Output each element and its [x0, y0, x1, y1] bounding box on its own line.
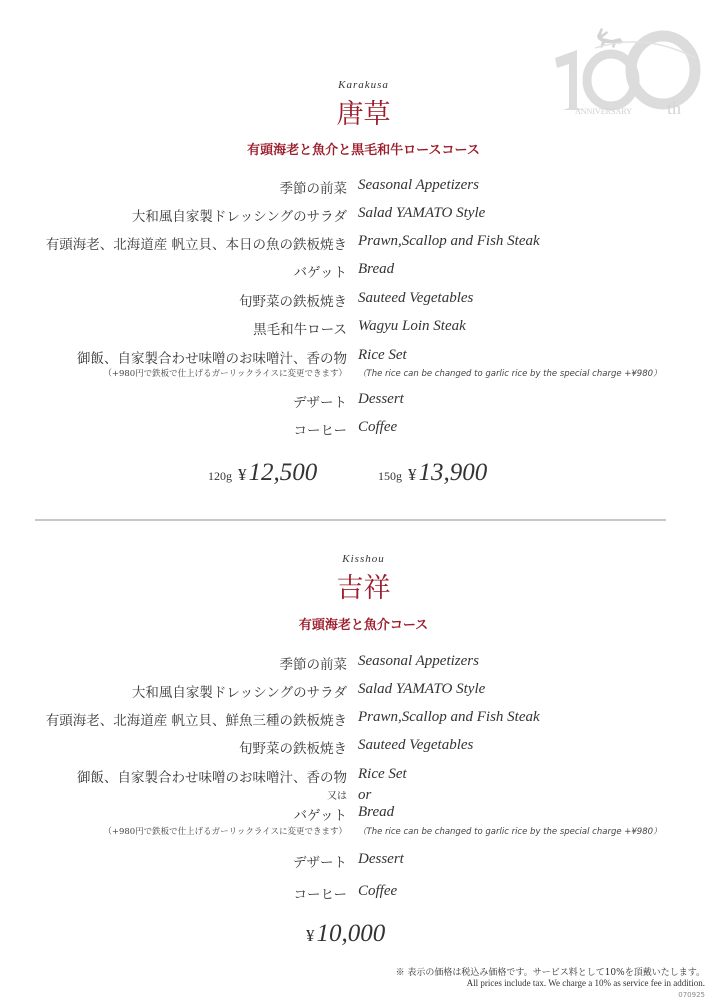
- menu-item-jp: 季節の前菜: [279, 181, 347, 197]
- course-subtitle: 有頭海老と魚介コース: [298, 618, 429, 633]
- menu-item-en: Bread: [358, 261, 395, 277]
- document-code: 070925: [678, 991, 705, 999]
- menu-item-jp: 大和風自家製ドレッシングのサラダ: [131, 685, 347, 701]
- menu-item-jp: 御飯、自家製合わせ味噌のお味噌汁、香の物: [77, 351, 347, 367]
- section-divider: [35, 519, 666, 521]
- menu-item-en: Seasonal Appetizers: [358, 177, 479, 193]
- menu-item-en: Prawn,Scallop and Fish Steak: [358, 233, 540, 249]
- menu-item-jp: 有頭海老、北海道産 帆立貝、鮮魚三種の鉄板焼き: [45, 713, 347, 729]
- price-option: [378, 459, 487, 487]
- menu-item-en: Coffee: [358, 883, 398, 899]
- menu-item-en: Bread: [358, 804, 395, 820]
- course-title: 吉祥: [336, 573, 391, 604]
- course-subtitle: 有頭海老と魚介と黒毛和牛ロースコース: [247, 143, 480, 158]
- price-currency: ¥: [408, 465, 417, 484]
- rice-note-en: （The rice can be changed to garlic rice by the special charge +¥980）: [358, 827, 662, 837]
- tax-note-jp: ※ 表示の価格は税込み価格です。サービス料として10%を頂戴いたします。: [395, 968, 705, 978]
- price-option: [208, 459, 317, 487]
- rice-note-jp: （+980円で鉄板で仕上げるガーリックライスに変更できます）: [103, 369, 347, 379]
- menu-item-en: Dessert: [358, 391, 404, 407]
- course-romaji: Karakusa: [338, 79, 389, 91]
- price-amount: 12,500: [248, 459, 318, 486]
- tax-note-en: All prices include tax. We charge a 10% as service fee in addition.: [466, 978, 705, 988]
- anniversary-suffix: th: [667, 98, 682, 118]
- menu-item-jp: 季節の前菜: [279, 657, 347, 673]
- menu-item-jp: 旬野菜の鉄板焼き: [239, 741, 347, 757]
- menu-item-jp: 旬野菜の鉄板焼き: [239, 294, 347, 310]
- menu-item-jp: 黒毛和牛ロース: [253, 322, 347, 338]
- menu-item-jp: コーヒー: [293, 423, 347, 439]
- menu-item-jp: デザート: [293, 855, 347, 871]
- price-currency: ¥: [238, 465, 247, 484]
- price-amount: 10,000: [316, 920, 386, 947]
- menu-item-en: Prawn,Scallop and Fish Steak: [358, 709, 540, 725]
- price-grams: 120g: [208, 469, 232, 483]
- menu-item-en: Rice Set: [358, 347, 407, 363]
- menu-item-jp: バゲット: [293, 808, 347, 824]
- course-title: 唐草: [336, 99, 391, 130]
- or-en: or: [358, 787, 372, 803]
- price-option: [306, 920, 385, 948]
- price-grams: 150g: [378, 469, 402, 483]
- menu-item-en: Sauteed Vegetables: [358, 737, 474, 753]
- menu-item-en: Sauteed Vegetables: [358, 290, 474, 306]
- menu-item-en: Coffee: [358, 419, 398, 435]
- menu-item-jp: 御飯、自家製合わせ味噌のお味噌汁、香の物: [77, 770, 347, 786]
- menu-item-en: Dessert: [358, 851, 404, 867]
- course-romaji: Kisshou: [342, 553, 385, 565]
- rice-note-en: （The rice can be changed to garlic rice by the special charge +¥980）: [358, 369, 662, 379]
- deer-icon: [597, 28, 623, 48]
- anniversary-label: ANNIVERSARY: [575, 107, 632, 116]
- menu-item-en: Seasonal Appetizers: [358, 653, 479, 669]
- or-jp: 又は: [327, 791, 347, 802]
- menu-item-jp: デザート: [293, 395, 347, 411]
- menu-item-en: Salad YAMATO Style: [358, 681, 486, 697]
- price-amount: 13,900: [418, 459, 488, 486]
- menu-item-en: Salad YAMATO Style: [358, 205, 486, 221]
- menu-item-jp: コーヒー: [293, 887, 347, 903]
- menu-item-en: Wagyu Loin Steak: [358, 318, 466, 334]
- rice-note-jp: （+980円で鉄板で仕上げるガーリックライスに変更できます）: [103, 827, 347, 837]
- menu-item-jp: 大和風自家製ドレッシングのサラダ: [131, 209, 347, 225]
- price-currency: ¥: [306, 926, 315, 945]
- menu-item-en: Rice Set: [358, 766, 407, 782]
- menu-item-jp: 有頭海老、北海道産 帆立貝、本日の魚の鉄板焼き: [45, 237, 347, 253]
- menu-item-jp: バゲット: [293, 265, 347, 281]
